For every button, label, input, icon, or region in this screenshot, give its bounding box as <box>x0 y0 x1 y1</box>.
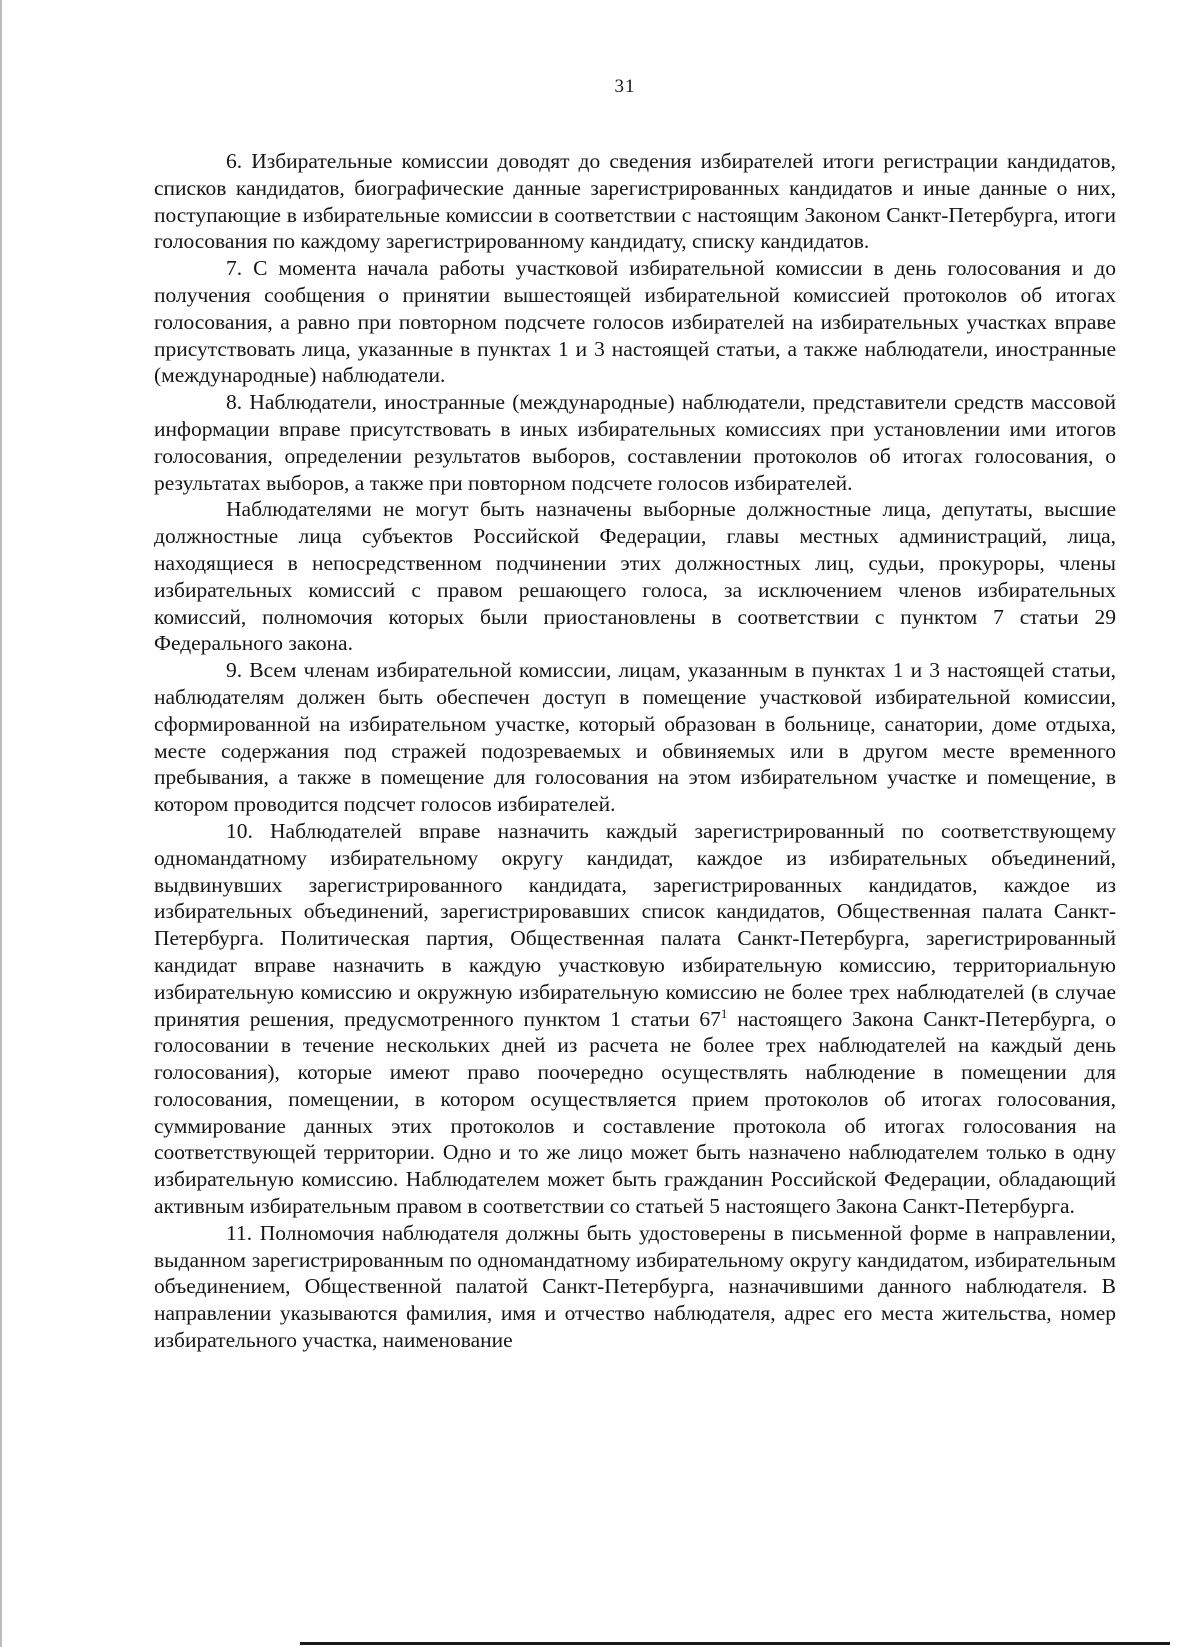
paragraph-6: 6. Избирательные комиссии доводят до сведения избирателей итоги регистрации кандидатов, списков кандидатов, биографические данные зарегистрированных кандидатов и иные данные о них, поступающие в избирательные комиссии в соответствии с настоящим Законом Санкт-Петербурга, итоги голосования по каждому зарегистрированному кандидату, списку кандидатов. <box>154 149 1116 254</box>
paragraph-10 <box>154 818 1116 1220</box>
paragraph-8-observers-restriction: Наблюдателями не могут быть назначены выборные должностные лица, депутаты, высшие должностные лица субъектов Российской Федерации, главы местных администраций, лица, находящиеся в непосредственном подчинении этих должностных лиц, судьи, прокуроры, члены избирательных комиссий с правом решающего голоса, за исключением членов избирательных комиссий, полномочия которых были приостановлены в соответствии с пунктом 7 статьи 29 Федерального закона. <box>154 497 1116 656</box>
paragraph-8: 8. Наблюдатели, иностранные (международные) наблюдатели, представители средств массовой информации вправе присутствовать в иных избирательных комиссиях при установлении ими итогов голосования, определении результатов выборов, составлении протоколов об итогах голосования, о результатах выборов, а также при повторном подсчете голосов избирателей. <box>154 390 1116 495</box>
paragraph-10-part-2: настоящего Закона Санкт-Петербурга, о голосовании в течение нескольких дней из расчета не более трех наблюдателей на каждый день голосования), которые имеют право поочередно осуществлять наблюдение в помещении для голосования, помещении, в котором осуществляется прием протоколов об итогах голосования, суммирование данных этих протоколов и составление протокола об итогах голосования на соответствующей территории. Одно и то же лицо может быть назначено наблюдателем только в одну избирательную комиссию. Наблюдателем может быть гражданин Российской Федерации, обладающий активным избирательным правом в соответствии со статьей 5 настоящего Закона Санкт-Петербурга. <box>154 1006 1116 1219</box>
scan-bottom-edge <box>300 1642 1170 1645</box>
paragraph-10-part-1: 10. Наблюдателей вправе назначить каждый зарегистрированный по соответствующему одномандатному избирательному округу кандидат, каждое из избирательных объединений, выдвинувших зарегистрированного кандидата, зарегистрированных кандидатов, каждое из избирательных объединений, зарегистрировавших список кандидатов, Общественная палата Санкт-Петербурга. Политическая партия, Общественная палата Санкт-Петербурга, зарегистрированный кандидат вправе назначить в каждую участковую избирательную комиссию, территориальную избирательную комиссию и окружную избирательную комиссию не более трех наблюдателей (в случае принятия решения, предусмотренного пунктом 1 статьи 67 <box>154 818 1116 1031</box>
document-body <box>154 148 1116 1354</box>
paragraph-11: 11. Полномочия наблюдателя должны быть удостоверены в письменной форме в направлении, выданном зарегистрированным по одномандатному избирательному округу кандидатом, избирательным объединением, Общественной палатой Санкт-Петербурга, назначившими данного наблюдателя. В направлении указываются фамилия, имя и отчество наблюдателя, адрес его места жительства, номер избирательного участка, наименование <box>154 1220 1116 1353</box>
paragraph-7: 7. С момента начала работы участковой избирательной комиссии в день голосования и до получения сообщения о принятии вышестоящей избирательной комиссией протоколов об итогах голосования, а равно при повторном подсчете голосов избирателей на избирательных участках вправе присутствовать лица, указанные в пунктах 1 и 3 настоящей статьи, а также наблюдатели, иностранные (международные) наблюдатели. <box>154 256 1116 388</box>
article-superscript: 1 <box>720 1005 728 1021</box>
paragraph-9: 9. Всем членам избирательной комиссии, лицам, указанным в пунктах 1 и 3 настоящей статьи, наблюдателям должен быть обеспечен доступ в помещение участковой избирательной комиссии, сформированной на избирательном участке, который образован в больнице, санатории, доме отдыха, месте содержания под стражей подозреваемых и обвиняемых или в другом месте временного пребывания, а также в помещение для голосования на этом избирательном участке и помещение, в котором проводится подсчет голосов избирателей. <box>154 658 1116 817</box>
page-number: 31 <box>614 76 636 97</box>
scan-left-edge <box>0 0 2 1647</box>
